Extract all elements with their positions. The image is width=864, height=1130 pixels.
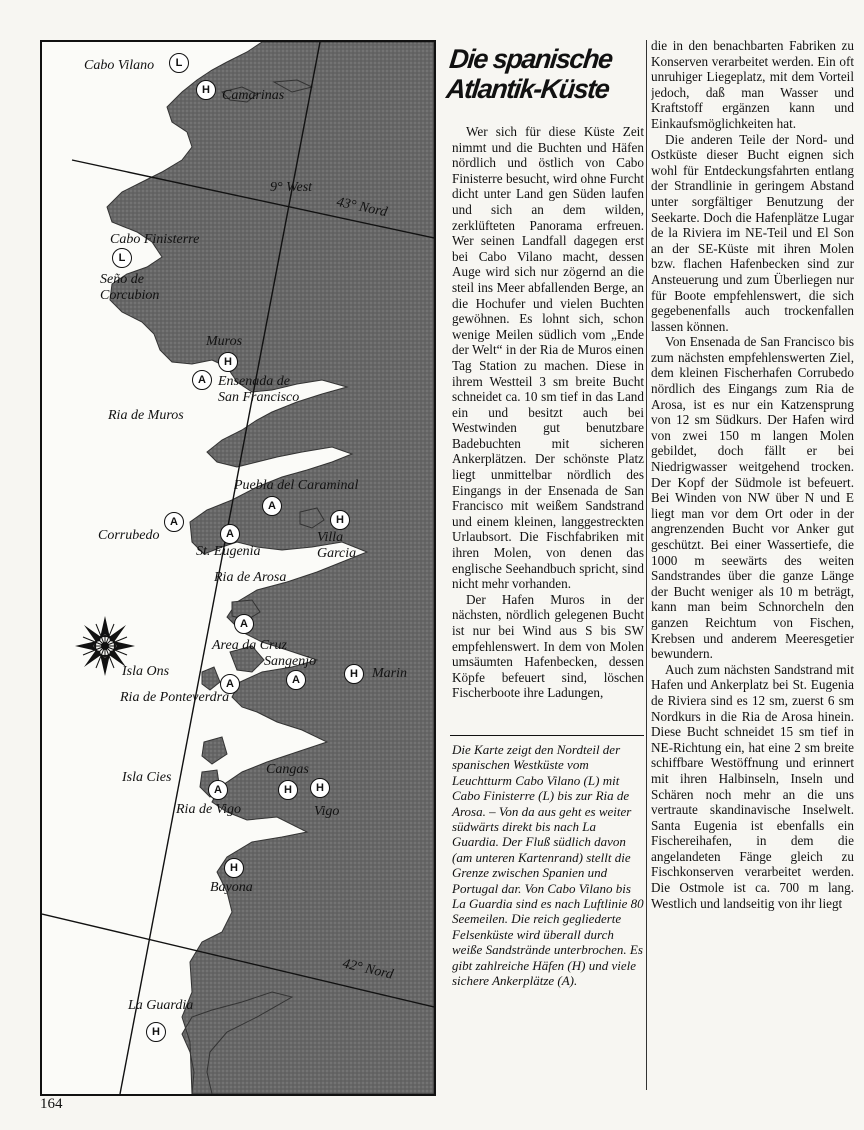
land-mass xyxy=(107,42,434,1094)
label-cabo-vilano: Cabo Vilano xyxy=(84,58,155,73)
paragraph: Der Hafen Muros in der nächsten, nördlich gelegenen Bucht ist nur bei Wind aus S bis SW empfehlenswert. In dem von Molen umsäumten Hafenbecken, dessen Köpfe befeuert sind, löschen Fischerboote ihre Ladungen, xyxy=(452,591,644,701)
label-sangenjo: Sangenjo xyxy=(264,654,317,669)
label-42-north: 42° Nord xyxy=(341,956,395,983)
label-corrubedo: Corrubedo xyxy=(98,528,160,543)
title-line-2: Atlantik-Küste xyxy=(444,74,611,104)
label-ensenada-de: Ensenada de xyxy=(218,374,290,389)
label-muros: Muros xyxy=(206,334,243,349)
harbor-marker: H xyxy=(278,780,298,800)
harbor-marker: H xyxy=(310,778,330,798)
label-ria-de-muros: Ria de Muros xyxy=(108,408,184,423)
map-caption: Die Karte zeigt den Nordteil der spanischen Westküste vom Leuchtturm Cabo Vilano (L) mit Cabo Finisterre (L) bis zur Ria de Arosa. – Von da aus geht es weiter südwärts direkt bis nach La Guardia. Der Fluß südlich davon (am unteren Kartenrand) stellt die Grenze zwischen Spanien und Portugal dar. Von Cabo Vilano bis La Guardia sind es nach Luftlinie 80 Seemeilen. Die reich gegliederte Felsenküste wird überall durch weiße Sandstrände unterbrochen. Es gibt zahlreiche Häfen (H) und viele sichere Ankerplätze (A). xyxy=(452,742,644,989)
label-seno-de: Seño de xyxy=(100,272,144,287)
text-column-1 xyxy=(452,124,644,720)
harbor-marker: H xyxy=(224,858,244,878)
anchorage-marker: A xyxy=(220,674,240,694)
coastal-map xyxy=(40,40,436,1096)
lighthouse-marker: L xyxy=(169,53,189,73)
label-isla-cies: Isla Cies xyxy=(122,770,172,785)
text-column-2 xyxy=(651,38,854,1116)
anchorage-marker: A xyxy=(220,524,240,544)
label-st-eugenia: St. Eugenia xyxy=(196,544,261,559)
page-number: 164 xyxy=(40,1096,63,1112)
anchorage-marker: A xyxy=(192,370,212,390)
label-camarinas: Camarinas xyxy=(222,88,285,103)
label-puebla: Puebla del Caraminal xyxy=(234,478,359,493)
anchorage-marker: A xyxy=(262,496,282,516)
label-isla-ons: Isla Ons xyxy=(122,664,170,679)
label-bayona: Bayona xyxy=(210,880,253,895)
label-9-west: 9° West xyxy=(270,180,313,195)
harbor-marker: H xyxy=(146,1022,166,1042)
map-drawing xyxy=(42,42,434,1094)
harbor-marker: H xyxy=(196,80,216,100)
caption-divider xyxy=(450,735,644,736)
label-ria-de-vigo: Ria de Vigo xyxy=(176,802,242,817)
article-title xyxy=(445,44,651,104)
label-vigo: Vigo xyxy=(314,804,340,819)
label-marin: Marin xyxy=(372,666,407,681)
column-divider xyxy=(646,40,647,1090)
label-villa: Villa xyxy=(317,530,344,545)
anchorage-marker: A xyxy=(286,670,306,690)
anchorage-marker: A xyxy=(208,780,228,800)
label-43-north: 43° Nord xyxy=(335,194,389,221)
harbor-marker: H xyxy=(218,352,238,372)
paragraph: Von Ensenada de San Francisco bis zum nächsten empfehlenswerten Ziel, dem kleinen Fischerhafen Corrubedo nördlich des Eingangs zum Ria de Arosa, ist es nur ein Katzensprung von 12 sm Südkurs. Der Hafen wird von zwei 150 m langen Molen gebildet, doch fällt er bei Niedrigwasser weitgehend trocken. Der Kopf der Südmole ist befeuert. Bei Winden von NW über N und E liegt man vor dem Ort oder in der angrenzenden Bucht vor Anker gut geschützt. Bei einer Wassertiefe, die 1000 m seewärts des weiten Sandstrandes über die ganze Länge der Bucht weniger als 10 m beträgt, kann man beim Schnorcheln den ganzen Reichtum von Fischen, Krebsen und anderem Meeresgetier bewundern. xyxy=(651,334,854,662)
lighthouse-marker: L xyxy=(112,248,132,268)
anchorage-marker: A xyxy=(234,614,254,634)
harbor-marker: H xyxy=(344,664,364,684)
label-ria-de-arosa: Ria de Arosa xyxy=(214,570,287,585)
harbor-marker: H xyxy=(330,510,350,530)
label-area-da-cruz: Area da Cruz xyxy=(212,638,287,653)
paragraph: Auch zum nächsten Sandstrand mit Hafen und Ankerplatz bei St. Eugenia de Riviera sind es 12 sm, zuerst 6 sm Nordkurs in die Ria de Arosa hinein. Diese Bucht schneidet 15 sm tief in NE-Richtung ein, hat eine 2 sm breite schiffbare Westöffnung und erinnert mit ihren Halbinseln, Inseln und Schären noch mehr an die uns vertraute skandinavische Inselwelt. Santa Eugenia ist ebenfalls ein Fischereihafen, in dem die angelandeten Fänge gleich zu Fischkonserven verarbeitet werden. Die Ostmole ist ca. 700 m lang. Westlich und landseitig von ihr liegt xyxy=(651,661,854,911)
paragraph: Die anderen Teile der Nord- und Ostküste dieser Bucht eignen sich wohl für Entdeckungsfahrten entlang der Strandlinie in geringem Abstand unter sorgfältiger Benutzung der Seekarte. Doch die Hafenplätze Lugar de la Riviera im NE-Teil und El Son an der SE-Küste mit ihren Molen bzw. flachen Hafenbecken sind zur Ansteuerung und zum Überliegen nur für Boote empfehlenswert, die sich gegebenenfalls auch trockenfallen lassen können. xyxy=(651,131,854,334)
label-cangas: Cangas xyxy=(266,762,309,777)
label-garcia: Garcia xyxy=(317,546,357,561)
label-cabo-finisterre: Cabo Finisterre xyxy=(110,232,200,247)
paragraph: Wer sich für diese Küste Zeit nimmt und die Buchten und Häfen nördlich und östlich von Cabo Finisterre besucht, wird ohne Furcht dicht unter Land gen Süden laufen und sich an dem wilden, zerklüfteten Panorama erfreuen. Wer seinen Landfall dagegen erst bei Cabo Vilano macht, dessen Auge wird sich nur zögernd an die steil ins Meer abfallenden Berge, an die Hochufer und vielen Buchten gewöhnen. Es lohnt sich, schon wenige Meilen südlich vom „Ende der Welt“ in der Ria de Muros einen Tag Station zu machen. Diese in ihrem Westteil 3 sm breite Bucht schneidet ca. 10 sm tief in das Land ein und besitzt auch bei Westwinden gut benutzbare Badebuchten mit sicheren Ankerplätzen. Der schönste Platz liegt unmittelbar nördlich des Eingangs in der Ensenada de San Francisco mit weißem Sandstrand und einem kleinen, langgestreckten Urlaubsort. Die Fischfabriken mit ihren Molen, von denen das englische Seehandbuch spricht, sind nicht mehr vorhanden. xyxy=(452,124,644,592)
anchorage-marker: A xyxy=(164,512,184,532)
paragraph: die in den benachbarten Fabriken zu Konserven verarbeitet werden. Ein oft unruhiger Liegeplatz, mit dem Vorteil jedoch, daß man Wasser und Kraftstoff ergänzen kann und Einkaufsmöglichkeiten hat. xyxy=(651,38,854,131)
label-corcubion: Corcubion xyxy=(100,288,160,303)
label-ria-de-ponteverdra: Ria de Ponteverdra xyxy=(120,690,230,705)
label-la-guardia: La Guardia xyxy=(128,998,194,1013)
label-san-francisco: San Francisco xyxy=(218,390,300,405)
title-line-1: Die spanische xyxy=(448,44,614,74)
